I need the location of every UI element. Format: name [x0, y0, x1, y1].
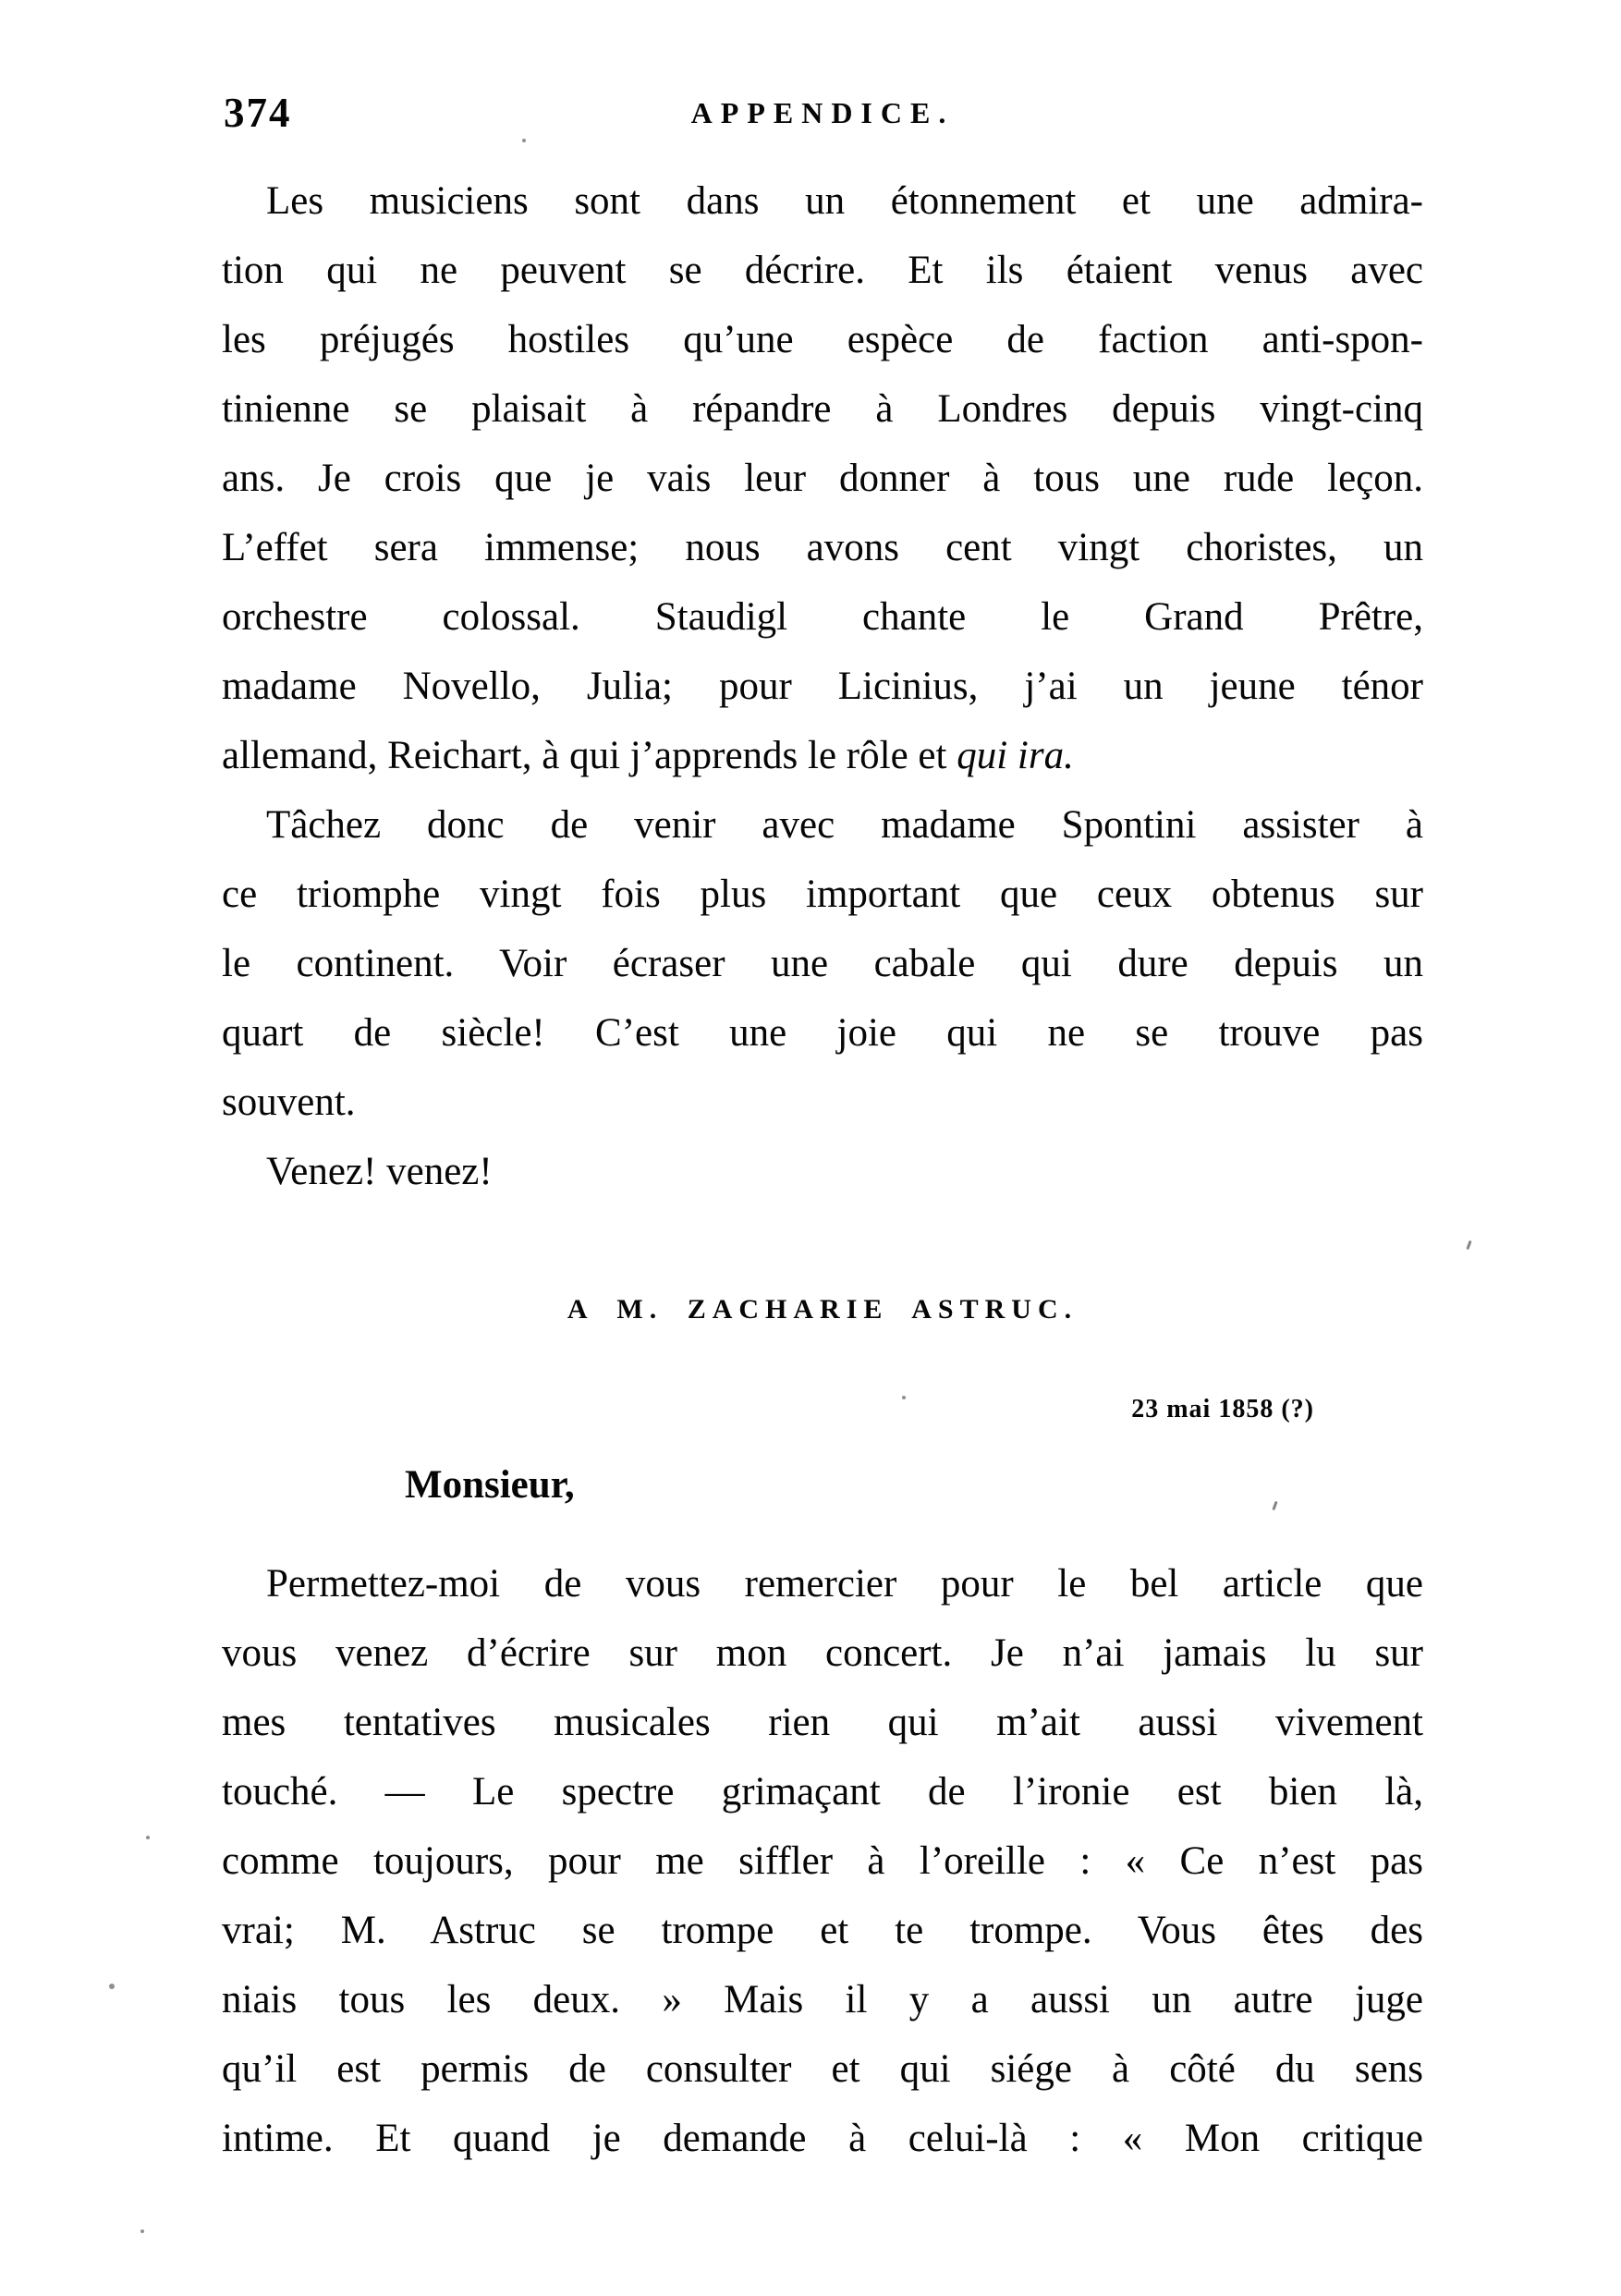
text-line: tion qui ne peuvent se décrire. Et ils étaient venus avec	[222, 249, 1423, 292]
text-line: Les musiciens sont dans un étonnement et une admira-	[266, 179, 1423, 223]
text-line: tinienne se plaisait à répandre à Londres depuis vingt-cinq	[222, 387, 1423, 431]
text-line: le continent. Voir écraser une cabale qui dure depuis un	[222, 942, 1423, 985]
text-line: touché. — Le spectre grimaçant de l’ironie est bien là,	[222, 1770, 1423, 1814]
text-block	[222, 81, 1423, 2173]
scan-speck	[109, 1984, 115, 1989]
text-line: intime. Et quand je demande à celui-là : « Mon critique	[222, 2117, 1423, 2160]
text-line: niais tous les deux. » Mais il y a aussi un autre juge	[222, 1978, 1423, 2021]
text-line: madame Novello, Julia; pour Licinius, j’ai un jeune ténor	[222, 665, 1423, 708]
italic-phrase: qui ira.	[957, 734, 1074, 777]
text-line: mes tentatives musicales rien qui m’ait aussi vivement	[222, 1701, 1423, 1744]
text-line: ce triomphe vingt fois plus important que ceux obtenus sur	[222, 873, 1423, 916]
paragraph-tachez	[222, 790, 1423, 1137]
text-line: souvent.	[222, 1081, 356, 1124]
text-line	[222, 721, 1423, 790]
scan-speck	[140, 2229, 144, 2233]
running-title: APPENDICE.	[690, 96, 955, 129]
text-line: L’effet sera immense; nous avons cent vingt choristes, un	[222, 526, 1423, 569]
letter-date: 23 mai 1858 (?)	[1131, 1395, 1314, 1423]
paragraph-venez	[222, 1137, 1423, 1206]
paragraph-permettez	[222, 1549, 1423, 2173]
scan-speck	[146, 1836, 150, 1839]
salutation: Monsieur,	[405, 1463, 575, 1507]
page-header	[222, 81, 1423, 148]
text-line: qu’il est permis de consulter et qui siége à côté du sens	[222, 2047, 1423, 2091]
page-number: 374	[224, 90, 292, 136]
text-line: orchestre colossal. Staudigl chante le Grand Prêtre,	[222, 595, 1423, 639]
text-line: Permettez-moi de vous remercier pour le bel article que	[266, 1562, 1423, 1606]
letter-heading: A M. ZACHARIE ASTRUC.	[567, 1294, 1079, 1325]
paragraph-musiciens	[222, 166, 1423, 790]
text-line: vrai; M. Astruc se trompe et te trompe. Vous êtes des	[222, 1909, 1423, 1952]
text-line: comme toujours, pour me siffler à l’oreille : « Ce n’est pas	[222, 1839, 1423, 1883]
text-line: Tâchez donc de venir avec madame Spontini assister à	[266, 803, 1423, 847]
scan-speck	[522, 139, 526, 142]
text-line: vous venez d’écrire sur mon concert. Je n’ai jamais lu sur	[222, 1631, 1423, 1675]
scan-speck	[902, 1396, 906, 1399]
scan-speck	[1466, 1240, 1471, 1250]
text-line: Venez! venez!	[266, 1150, 493, 1193]
text-segment: allemand, Reichart, à qui j’apprends le rôle et	[222, 734, 957, 777]
text-line: les préjugés hostiles qu’une espèce de faction anti-spon-	[222, 318, 1423, 361]
text-line: ans. Je crois que je vais leur donner à tous une rude leçon.	[222, 457, 1423, 500]
text-line: quart de siècle! C’est une joie qui ne se trouve pas	[222, 1011, 1423, 1055]
